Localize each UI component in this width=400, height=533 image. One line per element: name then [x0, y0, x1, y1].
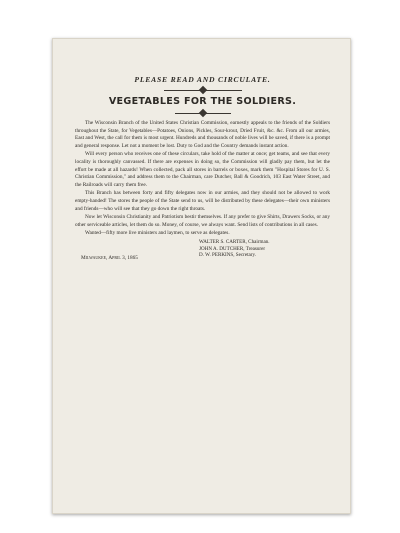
ornament-rule-2 — [175, 110, 231, 116]
signatory-treasurer: JOHN A. DUTCHER, Treasurer — [199, 245, 266, 252]
paragraph-instructions: Will every person who receives one of these circulars, take hold of the matter at once; get teams, and see that every locality is thoroughly canvassed. If there are expenses in doing so, the Commission will gladly pay them, but let the effort be made at all hazards! When collected, pack all stores in barrels or boxes, mark them "Hospital Stores for U. S. Christian Commission," and address them to the Chairman, care Dutcher, Ball & Goodrich, 103 East Water Street, and the Railroads will carry them free. — [75, 151, 330, 188]
circular-sheet — [52, 38, 351, 514]
ornament-rule — [164, 87, 242, 93]
paragraph-appeal: The Wisconsin Branch of the United States Christian Commission, earnestly appeals to the friends of the Soldiers throughout the State, for Vegetables—Potatoes, Onions, Pickles, Sour-krout, Dried Fruit, &c. &c. From all our armies, East and West, the call for them is most urgent. Hundreds and thousands of noble lives will be saved, if there is a prompt and general response. Let not a moment be lost. Duty to God and the Country demands instant action. — [75, 120, 330, 149]
signature-block — [75, 239, 330, 265]
signatory-secretary: D. W. PERKINS, Secretary. — [199, 252, 256, 259]
diamond-ornament-icon — [198, 109, 206, 117]
signatory-chairman: WALTER S. CARTER, Chairman. — [199, 238, 270, 245]
header-please-read: PLEASE READ AND CIRCULATE. — [134, 75, 271, 84]
diamond-ornament-icon — [198, 86, 206, 94]
paragraph-wanted: Wanted—fifty more live ministers and laymen, to serve as delegates. — [85, 230, 230, 237]
paragraph-patriotism: Now let Wisconsin Christianity and Patriotism bestir themselves. If any prefer to give Shirts, Drawers Socks, or any other serviceable articles, let them do so. Money, of course, we always want. Send lists of contributions in all cases. — [75, 214, 330, 228]
paragraph-delegates: This Branch has between forty and fifty delegates now in our armies, and they should not be allowed to work empty-handed! The stores the people of the State send to us, will be distributed by these delegates—their own ministers and friends—who will see that they go down the right throats. — [75, 190, 330, 212]
circular-content — [75, 75, 330, 265]
place-date: Milwaukee, April 3, 1865 — [81, 254, 138, 261]
signatories — [199, 239, 270, 259]
page-title: VEGETABLES FOR THE SOLDIERS. — [108, 96, 297, 107]
